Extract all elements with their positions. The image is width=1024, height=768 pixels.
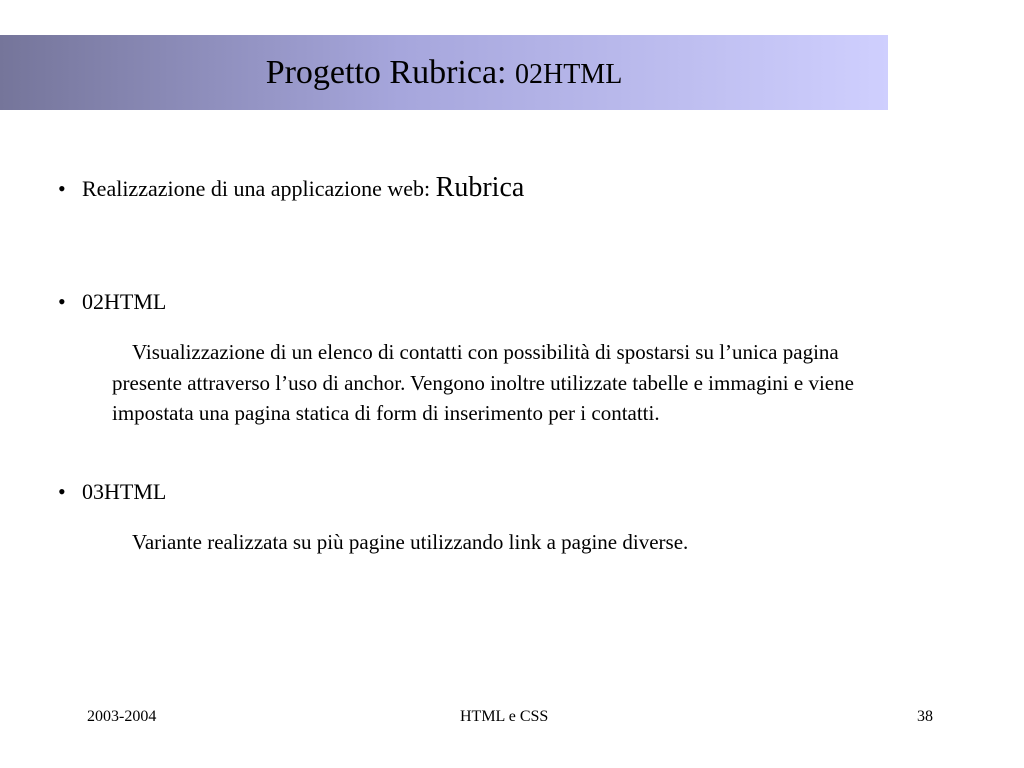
footer-title: HTML e CSS xyxy=(460,708,549,725)
footer-page-number: 38 xyxy=(917,708,933,725)
bullet-item-3 xyxy=(58,479,166,505)
bullet-text: 03HTML xyxy=(82,479,167,504)
bullet-emphasis: Rubrica xyxy=(435,172,525,203)
bullet-icon: • xyxy=(58,176,66,201)
bullet-item-2 xyxy=(58,289,166,315)
slide-title-suffix: 02HTML xyxy=(514,59,623,90)
bullet-description-2: Visualizzazione di un elenco di contatti con possibilità di spostarsi su l’unica pagina presente attraverso l’uso di anchor. Vengono inoltre utilizzate tabelle e immagini e viene impostata una pagina statica di form di inserimento per i contatti. xyxy=(112,340,854,425)
footer-date: 2003-2004 xyxy=(87,708,157,725)
bullet-text: Realizzazione di una applicazione web: xyxy=(82,176,436,201)
bullet-item-1 xyxy=(58,172,524,204)
bullet-text: 02HTML xyxy=(82,289,167,314)
title-bar xyxy=(0,35,888,110)
bullet-icon: • xyxy=(58,289,66,314)
slide-title-main: Progetto Rubrica: xyxy=(265,54,515,91)
bullet-icon: • xyxy=(58,479,66,504)
bullet-description-3: Variante realizzata su più pagine utilizzando link a pagine diverse. xyxy=(132,530,689,554)
slide-title xyxy=(0,35,888,110)
